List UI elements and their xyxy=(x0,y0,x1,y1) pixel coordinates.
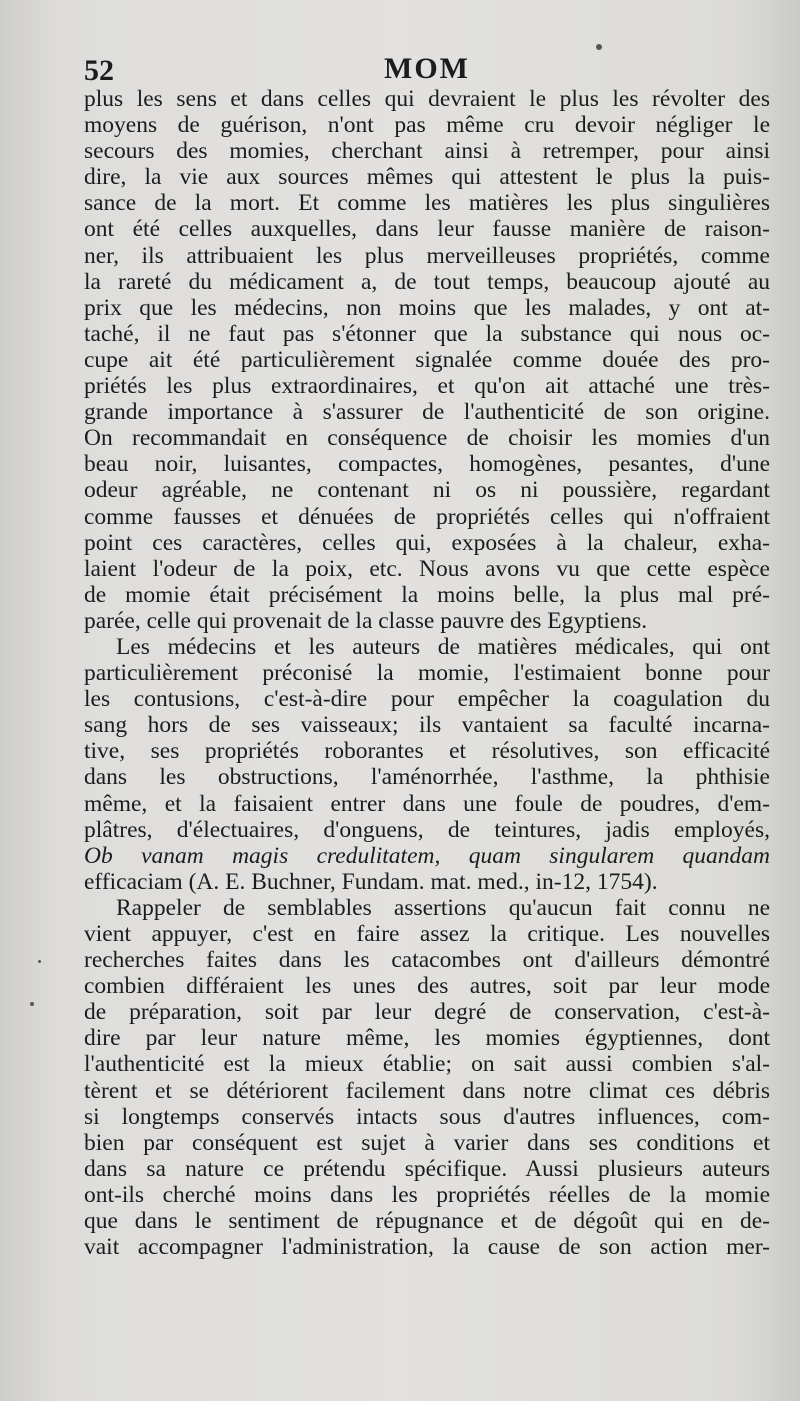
text-line: les contusions, c'est-à-dire pour empêcher la coagulation du xyxy=(84,686,770,713)
text-line: plâtres, d'électuaires, d'onguens, de teintures, jadis employés, xyxy=(84,816,770,843)
text-line: combien différaient les unes des autres, soit par leur mode xyxy=(84,973,770,1000)
text-line: particulièrement préconisé la momie, l'estimaient bonne pour xyxy=(84,660,770,687)
page-number: 52 xyxy=(84,54,114,87)
text-line: ont été celles auxquelles, dans leur fausse manière de raison- xyxy=(84,216,770,243)
paragraph-start-line: Les médecins et les auteurs de matières médicales, qui ont xyxy=(116,633,770,660)
text-line: comme fausses et dénuées de propriétés celles qui n'offraient xyxy=(84,503,770,530)
print-speck xyxy=(596,44,602,50)
paragraph-start-line: Rappeler de semblables assertions qu'aucun fait connu ne xyxy=(116,894,770,921)
citation-line: efficaciam (A. E. Buchner, Fundam. mat. med., in-12, 1754). xyxy=(84,868,658,895)
text-line: dans les obstructions, l'aménorrhée, l'asthme, la phthisie xyxy=(84,764,770,791)
text-line: ont-ils cherché moins dans les propriétés réelles de la momie xyxy=(84,1181,770,1208)
text-line: recherches faites dans les catacombes ont d'ailleurs démontré xyxy=(84,947,770,974)
text-line: tive, ses propriétés roborantes et résolutives, son efficacité xyxy=(84,738,770,765)
text-line: que dans le sentiment de répugnance et de dégoût qui en de- xyxy=(84,1208,770,1235)
print-speck xyxy=(38,960,41,963)
text-line: vient appuyer, c'est en faire assez la critique. Les nouvelles xyxy=(84,921,770,947)
text-line: cupe ait été particulièrement signalée comme douée des pro- xyxy=(84,346,770,373)
text-line: beau noir, luisantes, compactes, homogènes, pesantes, d'une xyxy=(84,451,770,478)
text-line: de préparation, soit par leur degré de conservation, c'est-à- xyxy=(84,999,770,1026)
text-line: l'authenticité est la mieux établie; on sait aussi combien s'al- xyxy=(84,1051,770,1078)
latin-quote-line: Ob vanam magis credulitatem, quam singularem quandam xyxy=(84,842,770,869)
text-line: odeur agréable, ne contenant ni os ni poussière, regardant xyxy=(84,477,770,504)
text-line: priétés les plus extraordinaires, et qu'on ait attaché une très- xyxy=(84,373,770,400)
text-line: plus les sens et dans celles qui devraient le plus les révolter des xyxy=(84,86,770,112)
text-line: sang hors de ses vaisseaux; ils vantaient sa faculté incarna- xyxy=(84,712,770,739)
text-line: si longtemps conservés intacts sous d'autres influences, com- xyxy=(84,1103,770,1130)
text-line: secours des momies, cherchant ainsi à retremper, pour ainsi xyxy=(84,138,770,165)
text-line: prix que les médecins, non moins que les malades, y ont at- xyxy=(84,294,770,321)
text-line: taché, il ne faut pas s'étonner que la substance qui nous oc- xyxy=(84,320,770,347)
text-line: point ces caractères, celles qui, exposées à la chaleur, exha- xyxy=(84,529,770,556)
text-line: grande importance à s'assurer de l'authenticité de son origine. xyxy=(84,399,770,426)
text-line: bien par conséquent est sujet à varier dans ses conditions et xyxy=(84,1129,770,1156)
text-line: laient l'odeur de la poix, etc. Nous avons vu que cette espèce xyxy=(84,555,770,582)
body-text xyxy=(84,86,770,1260)
text-line: ner, ils attribuaient les plus merveilleuses propriétés, comme xyxy=(84,242,770,269)
paragraph-end-line: parée, celle qui provenait de la classe pauvre des Egyptiens. xyxy=(84,607,648,634)
text-line: tèrent et se détériorent facilement dans notre climat ces débris xyxy=(84,1077,770,1104)
text-line: de momie était précisément la moins belle, la plus mal pré- xyxy=(84,581,770,608)
print-speck xyxy=(30,1002,34,1006)
text-line: dire, la vie aux sources mêmes qui attestent le plus la puis- xyxy=(84,164,770,191)
text-line: dire par leur nature même, les momies égyptiennes, dont xyxy=(84,1025,770,1052)
text-line: On recommandait en conséquence de choisir les momies d'un xyxy=(84,425,770,452)
running-head: MOM xyxy=(384,52,470,85)
text-line: moyens de guérison, n'ont pas même cru devoir négliger le xyxy=(84,112,770,139)
text-line: dans sa nature ce prétendu spécifique. Aussi plusieurs auteurs xyxy=(84,1155,770,1182)
text-line: même, et la faisaient entrer dans une foule de poudres, d'em- xyxy=(84,790,770,817)
text-line: sance de la mort. Et comme les matières les plus singulières xyxy=(84,190,770,217)
text-line: vait accompagner l'administration, la cause de son action mer- xyxy=(84,1234,770,1261)
text-line: la rareté du médicament a, de tout temps, beaucoup ajouté au xyxy=(84,268,770,295)
